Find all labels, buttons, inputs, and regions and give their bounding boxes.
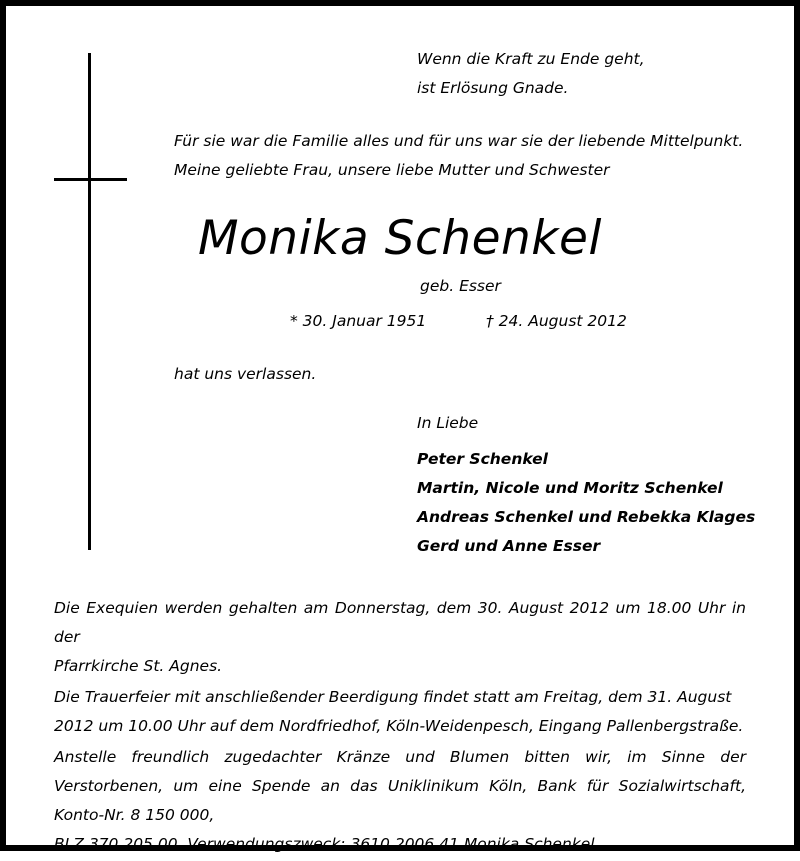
funeral-notices [54,594,746,861]
mourner: Martin, Nicole und Moritz Schenkel [417,479,723,497]
birth-date: * 30. Januar 1951 [290,312,427,330]
deceased-name: Monika Schenkel [198,211,602,266]
notice-exequien [54,594,746,681]
mourner: Andreas Schenkel und Rebekka Klages [417,508,756,526]
notice-funeral [54,683,746,741]
death-date: † 24. August 2012 [486,312,627,330]
notice-line: Pfarrkirche St. Agnes. [54,657,223,675]
intro-line: Meine geliebte Frau, unsere liebe Mutter und Schwester [174,161,610,179]
motto-line: ist Erlösung Gnade. [417,79,569,97]
left-us-text: hat uns verlassen. [174,365,317,383]
notice-line: Die Exequien werden gehalten am Donnerstag, dem 30. August 2012 um 18.00 Uhr in der [54,599,746,646]
notice-line: BLZ 370 205 00, Verwendungszweck: 3610 2006 41 Monika Schenkel. [54,835,600,853]
mourner: Gerd und Anne Esser [417,537,601,555]
mourner: Peter Schenkel [417,450,548,468]
signoff: In Liebe [417,414,479,432]
motto [417,45,645,103]
cross-vertical-bar [88,53,91,550]
notice-line: Anstelle freundlich zugedachter Kränze und Blumen bitten wir, im Sinne der Verstorbenen, [54,748,746,795]
intro-line: Für sie war die Familie alles und für uns war sie der liebende Mittelpunkt. [174,132,744,150]
notice-line: Die Trauerfeier mit anschließender Beerdigung findet statt am Freitag, dem 31. August [54,688,732,706]
intro-text [174,127,743,185]
notice-donation [54,743,746,859]
mourners-list [417,445,755,561]
notice-line: 2012 um 10.00 Uhr auf dem Nordfriedhof, Köln-Weidenpesch, Eingang Pallenbergstraße. [54,717,744,735]
motto-line: Wenn die Kraft zu Ende geht, [417,50,645,68]
cross-horizontal-bar [54,178,127,181]
notice-line: um eine Spende an das Uniklinikum Köln, Bank für Sozialwirtschaft, Konto-Nr. 8 150 000, [54,777,746,824]
maiden-name: geb. Esser [420,277,501,295]
